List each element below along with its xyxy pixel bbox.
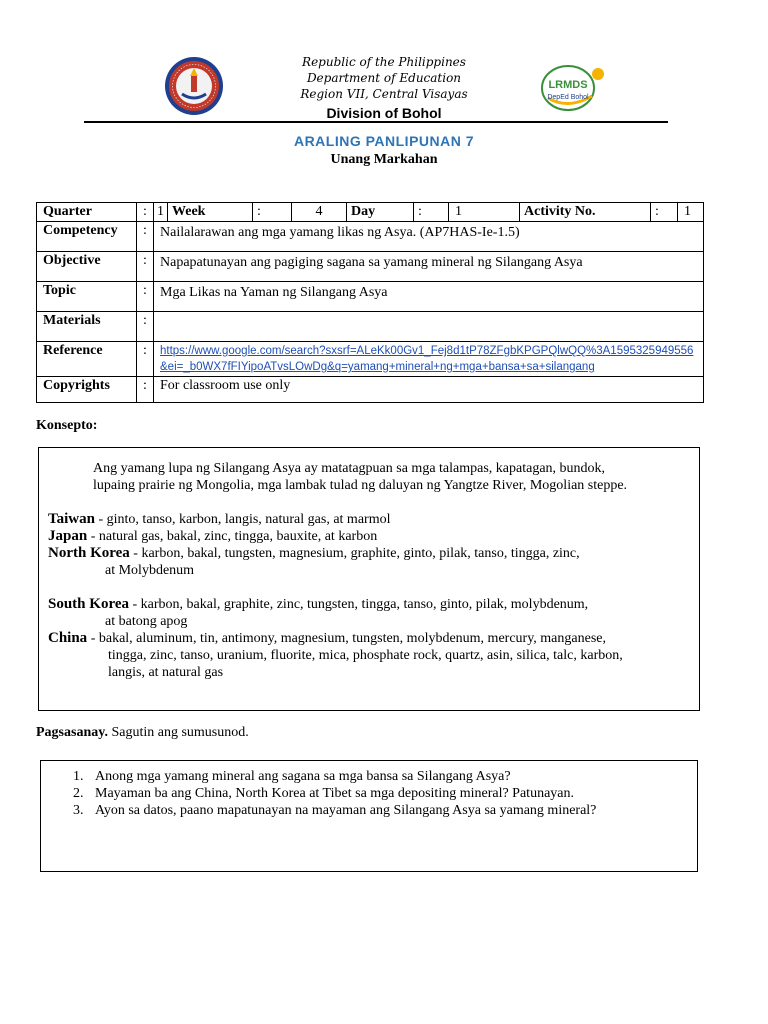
colon: : (651, 203, 678, 221)
topic-value: Mga Likas na Yaman ng Silangang Asya (154, 282, 704, 312)
colon: : (137, 282, 154, 312)
south-korea-continuation: at batong apog (105, 614, 188, 629)
materials-label: Materials (37, 312, 137, 342)
table-row (37, 222, 704, 252)
header-rule (84, 121, 668, 123)
materials-value (154, 312, 704, 342)
resource-list: - karbon, bakal, graphite, zinc, tungsten, tingga, tanso, ginto, pilak, molybdenum, (128, 597, 589, 612)
question-text: Ayon sa datos, paano mapatunayan na mayaman ang Silangang Asya sa yamang mineral? (95, 803, 597, 818)
pagsasanay-label: Pagsasanay. (36, 725, 108, 740)
table-row (37, 377, 704, 403)
resource-list: - karbon, bakal, tungsten, magnesium, graphite, ginto, pilak, tanso, tingga, zinc, (129, 546, 580, 561)
china-continuation-2: langis, at natural gas (108, 665, 224, 680)
questions-list (73, 768, 596, 819)
table-row (37, 203, 704, 222)
list-item (73, 768, 596, 785)
resource-list: - natural gas, bakal, zinc, tingga, bauxite, at karbon (87, 529, 378, 544)
header-department: Department of Education (306, 71, 462, 85)
lrmds-logo-subtext: DepEd Bohol (547, 94, 589, 101)
list-item (73, 802, 596, 819)
taiwan-entry (48, 511, 390, 528)
colon: : (137, 312, 154, 342)
week-label: Week (168, 203, 253, 221)
header-republic: Republic of the Philippines (302, 55, 466, 69)
north-korea-entry (48, 545, 580, 562)
question-number: 1. (73, 769, 84, 784)
day-value: 1 (449, 203, 520, 221)
colon: : (137, 377, 154, 403)
country-name: China (48, 630, 88, 646)
japan-entry (48, 528, 377, 545)
reference-label: Reference (37, 342, 137, 377)
subject-title: ARALING PANLIPUNAN 7 (293, 133, 475, 149)
schedule-subtable (154, 203, 703, 221)
quarter-label: Quarter (37, 203, 137, 222)
reference-link[interactable]: https://www.google.com/search?sxsrf=ALeKk00Gv1_Fej8d1tP78ZFgbKPGPQlwQQ%3A1595325949556&ei=_b0WX7fFIYipoATvsLOwDg&q=yamang+mineral+ng+mga+bansa+sa+silangang (160, 345, 694, 373)
lrmds-logo (540, 58, 610, 114)
table-row (37, 342, 704, 377)
question-number: 2. (73, 786, 84, 801)
objective-label: Objective (37, 252, 137, 282)
konsepto-heading: Konsepto: (36, 418, 98, 433)
resource-list: - bakal, aluminum, tin, antimony, magnesium, tungsten, molybdenum, mercury, manganese, (87, 631, 606, 646)
list-item (73, 785, 596, 802)
north-korea-continuation: at Molybdenum (105, 563, 195, 578)
colon: : (137, 342, 154, 377)
south-korea-entry (48, 596, 588, 613)
country-name: North Korea (48, 545, 130, 561)
china-entry (48, 630, 606, 647)
copyrights-label: Copyrights (37, 377, 137, 403)
question-text: Mayaman ba ang China, North Korea at Tibet sa mga depositing mineral? Patunayan. (95, 786, 575, 801)
question-number: 3. (73, 803, 84, 818)
pagsasanay-instruction (36, 725, 249, 741)
activity-label: Activity No. (520, 203, 651, 221)
copyrights-value: For classroom use only (154, 377, 704, 403)
table-row (37, 282, 704, 312)
colon: : (137, 203, 154, 222)
country-name: South Korea (48, 596, 129, 612)
country-name: Taiwan (48, 511, 95, 527)
header-region: Region VII, Central Visayas (300, 87, 468, 101)
pagsasanay-text: Sagutin ang sumusunod. (107, 725, 249, 740)
colon: : (137, 222, 154, 252)
colon: : (414, 203, 449, 221)
colon: : (253, 203, 292, 221)
topic-label: Topic (37, 282, 137, 312)
country-name: Japan (48, 528, 88, 544)
competency-value: Nailalarawan ang mga yamang likas ng Asya. (AP7HAS-Ie-1.5) (154, 222, 704, 252)
konsepto-box (38, 447, 700, 711)
intro-line-1: Ang yamang lupa ng Silangang Asya ay matatagpuan sa mga talampas, kapatagan, bundok, (93, 461, 606, 476)
table-row (37, 312, 704, 342)
activity-value: 1 (684, 204, 691, 219)
week-value: 4 (292, 203, 347, 221)
intro-line-2: lupaing prairie ng Mongolia, mga lambak tulad ng daluyan ng Yangtze River, Mogolian steppe. (93, 478, 628, 493)
colon: : (137, 252, 154, 282)
resource-list: - ginto, tanso, karbon, langis, natural gas, at marmol (94, 512, 391, 527)
table-row (37, 252, 704, 282)
objective-value: Napapatunayan ang pagiging sagana sa yamang mineral ng Silangang Asya (154, 252, 704, 282)
china-continuation-1: tingga, zinc, tanso, uranium, fluorite, mica, phosphate rock, quartz, asin, silica, talc, karbon, (108, 648, 623, 663)
day-label: Day (347, 203, 414, 221)
question-text: Anong mga yamang mineral ang sagana sa mga bansa sa Silangang Asya? (95, 769, 511, 784)
quarter-value: 1 (154, 203, 168, 221)
lrmds-logo-text: LRMDS (548, 79, 588, 91)
questions-box (40, 760, 698, 872)
quarter-name: Unang Markahan (330, 152, 438, 167)
competency-label: Competency (37, 222, 137, 252)
lesson-info-table (36, 202, 704, 403)
header-division: Division of Bohol (326, 105, 442, 121)
